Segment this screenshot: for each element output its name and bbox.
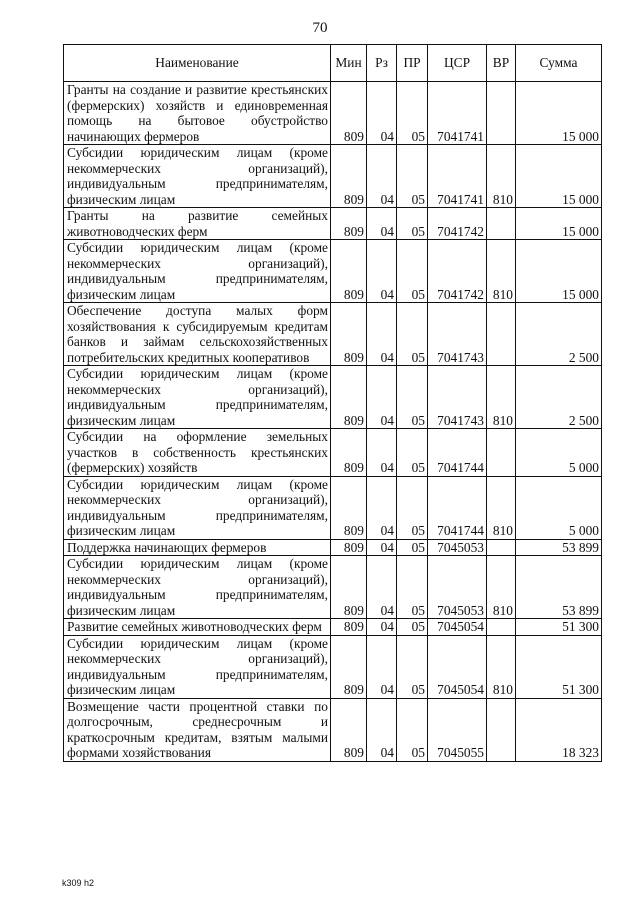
row-name: Субсидии на оформление земельных участков в собственность крестьянских (фермерских) хозяйств <box>64 429 331 477</box>
row-vr <box>487 429 516 477</box>
row-min: 809 <box>331 208 367 240</box>
row-csr: 7041743 <box>428 303 487 366</box>
row-sum: 15 000 <box>516 240 602 303</box>
row-min: 809 <box>331 619 367 636</box>
row-pr: 05 <box>397 82 428 145</box>
row-name: Субсидии юридическим лицам (кроме некоммерческих организаций), индивидуальным предпринимателям, физическим лицам <box>64 145 331 208</box>
row-sum: 2 500 <box>516 303 602 366</box>
row-min: 809 <box>331 635 367 698</box>
row-name: Возмещение части процентной ставки по долгосрочным, среднесрочным и краткосрочным кредитам, взятым малыми формами хозяйствования <box>64 698 331 761</box>
table-row <box>64 429 602 477</box>
table-row <box>64 698 602 761</box>
row-rz: 04 <box>367 476 397 539</box>
row-pr: 05 <box>397 208 428 240</box>
row-sum: 5 000 <box>516 476 602 539</box>
row-min: 809 <box>331 82 367 145</box>
row-min: 809 <box>331 556 367 619</box>
row-rz: 04 <box>367 303 397 366</box>
row-rz: 04 <box>367 208 397 240</box>
row-vr <box>487 619 516 636</box>
row-sum: 2 500 <box>516 366 602 429</box>
table-row <box>64 303 602 366</box>
row-pr: 05 <box>397 240 428 303</box>
row-csr: 7041744 <box>428 429 487 477</box>
row-csr: 7041741 <box>428 82 487 145</box>
row-sum: 53 899 <box>516 556 602 619</box>
row-csr: 7041743 <box>428 366 487 429</box>
row-min: 809 <box>331 476 367 539</box>
row-csr: 7045054 <box>428 635 487 698</box>
row-rz: 04 <box>367 145 397 208</box>
header-min: Мин <box>331 45 367 82</box>
row-min: 809 <box>331 429 367 477</box>
table-row <box>64 366 602 429</box>
row-min: 809 <box>331 366 367 429</box>
row-vr <box>487 698 516 761</box>
row-name: Субсидии юридическим лицам (кроме некоммерческих организаций), индивидуальным предпринимателям, физическим лицам <box>64 635 331 698</box>
row-rz: 04 <box>367 619 397 636</box>
header-name: Наименование <box>64 45 331 82</box>
row-vr: 810 <box>487 240 516 303</box>
header-csr: ЦСР <box>428 45 487 82</box>
row-vr <box>487 539 516 556</box>
row-vr <box>487 208 516 240</box>
row-sum: 15 000 <box>516 82 602 145</box>
row-pr: 05 <box>397 476 428 539</box>
row-pr: 05 <box>397 698 428 761</box>
row-sum: 51 300 <box>516 635 602 698</box>
row-min: 809 <box>331 145 367 208</box>
row-sum: 53 899 <box>516 539 602 556</box>
row-csr: 7041741 <box>428 145 487 208</box>
row-pr: 05 <box>397 366 428 429</box>
table-row <box>64 476 602 539</box>
row-csr: 7045053 <box>428 539 487 556</box>
row-csr: 7041742 <box>428 240 487 303</box>
row-pr: 05 <box>397 539 428 556</box>
row-name: Гранты на развитие семейных животноводческих ферм <box>64 208 331 240</box>
row-sum: 5 000 <box>516 429 602 477</box>
table-row <box>64 145 602 208</box>
row-csr: 7045054 <box>428 619 487 636</box>
row-csr: 7041744 <box>428 476 487 539</box>
row-name: Субсидии юридическим лицам (кроме некоммерческих организаций), индивидуальным предпринимателям, физическим лицам <box>64 476 331 539</box>
budget-table <box>63 44 602 762</box>
row-min: 809 <box>331 240 367 303</box>
row-rz: 04 <box>367 539 397 556</box>
header-vr: ВР <box>487 45 516 82</box>
table-row <box>64 635 602 698</box>
row-vr <box>487 303 516 366</box>
row-rz: 04 <box>367 698 397 761</box>
row-min: 809 <box>331 698 367 761</box>
row-csr: 7045053 <box>428 556 487 619</box>
row-vr: 810 <box>487 476 516 539</box>
row-name: Субсидии юридическим лицам (кроме некоммерческих организаций), индивидуальным предпринимателям, физическим лицам <box>64 240 331 303</box>
row-min: 809 <box>331 539 367 556</box>
table-row <box>64 208 602 240</box>
row-pr: 05 <box>397 429 428 477</box>
header-sum: Сумма <box>516 45 602 82</box>
row-csr: 7041742 <box>428 208 487 240</box>
row-vr: 810 <box>487 366 516 429</box>
row-vr: 810 <box>487 145 516 208</box>
row-rz: 04 <box>367 366 397 429</box>
row-sum: 18 323 <box>516 698 602 761</box>
row-pr: 05 <box>397 619 428 636</box>
document-code: k309 h2 <box>62 878 95 888</box>
row-csr: 7045055 <box>428 698 487 761</box>
row-name: Обеспечение доступа малых форм хозяйствования к субсидируемым кредитам банков и займам сельскохозяйственных потребительских кредитных кооперативов <box>64 303 331 366</box>
row-vr <box>487 82 516 145</box>
row-pr: 05 <box>397 635 428 698</box>
table-row <box>64 539 602 556</box>
row-rz: 04 <box>367 429 397 477</box>
row-sum: 15 000 <box>516 145 602 208</box>
row-name: Субсидии юридическим лицам (кроме некоммерческих организаций), индивидуальным предпринимателям, физическим лицам <box>64 556 331 619</box>
row-sum: 51 300 <box>516 619 602 636</box>
row-sum: 15 000 <box>516 208 602 240</box>
row-name: Поддержка начинающих фермеров <box>64 539 331 556</box>
page-number: 70 <box>312 20 328 36</box>
table-row <box>64 240 602 303</box>
row-pr: 05 <box>397 556 428 619</box>
table-row <box>64 82 602 145</box>
header-pr: ПР <box>397 45 428 82</box>
row-rz: 04 <box>367 240 397 303</box>
table-row <box>64 556 602 619</box>
row-pr: 05 <box>397 303 428 366</box>
row-vr: 810 <box>487 635 516 698</box>
row-min: 809 <box>331 303 367 366</box>
row-rz: 04 <box>367 82 397 145</box>
header-rz: Рз <box>367 45 397 82</box>
table-row <box>64 619 602 636</box>
row-name: Субсидии юридическим лицам (кроме некоммерческих организаций), индивидуальным предпринимателям, физическим лицам <box>64 366 331 429</box>
row-rz: 04 <box>367 635 397 698</box>
row-pr: 05 <box>397 145 428 208</box>
row-vr: 810 <box>487 556 516 619</box>
row-name: Развитие семейных животноводческих ферм <box>64 619 331 636</box>
row-rz: 04 <box>367 556 397 619</box>
table-header-row <box>64 45 602 82</box>
row-name: Гранты на создание и развитие крестьянских (фермерских) хозяйств и единовременная помощь на бытовое обустройство начинающих фермеров <box>64 82 331 145</box>
